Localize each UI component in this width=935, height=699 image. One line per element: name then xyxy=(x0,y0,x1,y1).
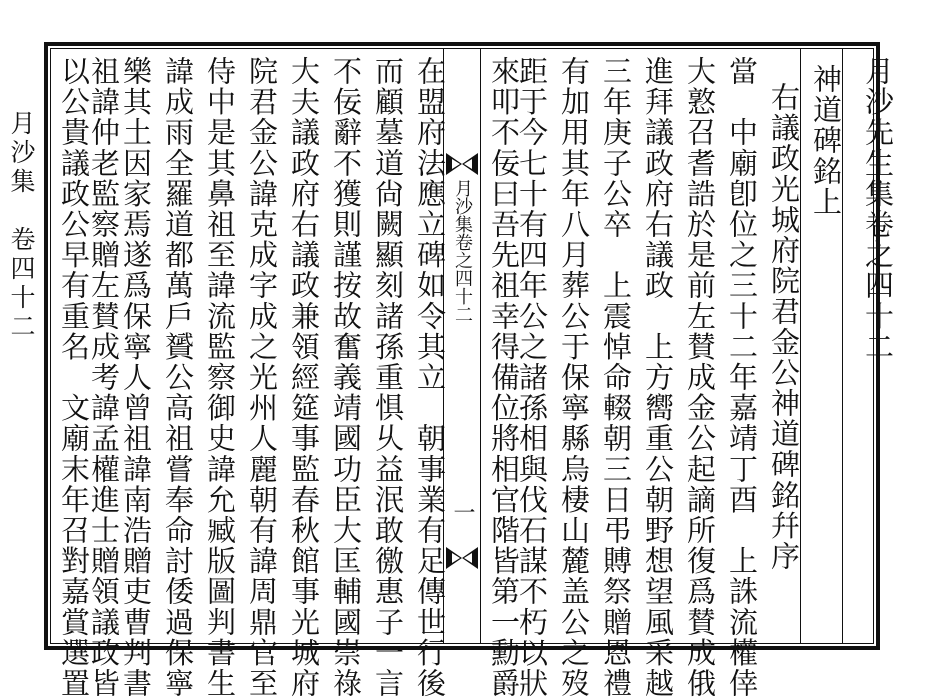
text-column-11: 不佞辭不獲則謹按故奮義靖國功臣大匡輔國崇祿 xyxy=(329,56,363,699)
side-margin-label: 月沙集 卷四十二 xyxy=(7,110,36,342)
center-fold xyxy=(443,49,481,643)
text-column-5: 三年庚子公卒 上震悼命輟朝三日弔賻祭贈恩禮 xyxy=(599,56,633,699)
text-column-4: 進拜議政府右議政 上方嚮重公朝野想望風采越 xyxy=(641,56,675,699)
text-column-12: 大夫議政府右議政兼領經筵事監春秋館事光城府 xyxy=(287,56,321,699)
text-column-16: 樂其土因家焉遂爲保寧人曾祖諱南浩贈吏曹判書 xyxy=(119,56,153,699)
section-title: 神道碑銘上 xyxy=(809,64,843,217)
text-column-6: 有加用其年八月葬公于保寧縣烏棲山麓盖公之歿 xyxy=(557,56,591,699)
fish-tail-mark-icon xyxy=(446,153,478,175)
fish-tail-mark-icon xyxy=(446,547,478,569)
text-column-8: 來叩不佞曰吾先祖幸得備位將相官階皆第一勳爵 xyxy=(487,56,521,699)
text-column-15: 諱成雨全羅道都萬戶贇公高祖嘗奉命討倭過保寧 xyxy=(161,56,195,699)
text-column-1: 右議政光城府院君金公神道碑銘幷序 xyxy=(767,82,801,572)
text-column-9: 在盟府法應立碑如令其立 朝事業有足傳世行後 xyxy=(413,56,447,699)
text-column-7: 距于今七十有四年公之諸孫相與伐石謀不朽以狀 xyxy=(515,56,549,699)
text-column-2: 當 中廟卽位之三十二年嘉靖丁酉 上誅流權倖 xyxy=(725,56,759,699)
text-column-10: 而顧墓道尙闕顯刻諸孫重惧乆益泯敢徼惠子一言 xyxy=(371,56,405,699)
text-column-13: 院君金公諱克成字成之光州人麗朝有諱周鼎官至 xyxy=(245,56,279,699)
fold-title: 月沙集卷之四十二 xyxy=(452,179,473,323)
text-column-18: 以公貴議政公早有重名 文廟末年召對嘉賞選置 xyxy=(57,56,91,699)
text-column-3: 大憝召耆誥於是前左賛成金公起謫所復爲賛成俄 xyxy=(683,56,717,699)
book-title: 月沙先生集卷之四十二 xyxy=(861,56,895,362)
text-column-14: 侍中是其鼻祖至諱流監察御史諱允臧版圖判書生 xyxy=(203,56,237,699)
text-column-17: 祖諱仲老監察贈左賛成考諱孟權進士贈領議政皆 xyxy=(87,56,121,699)
fold-page-number: 一 xyxy=(450,501,475,523)
